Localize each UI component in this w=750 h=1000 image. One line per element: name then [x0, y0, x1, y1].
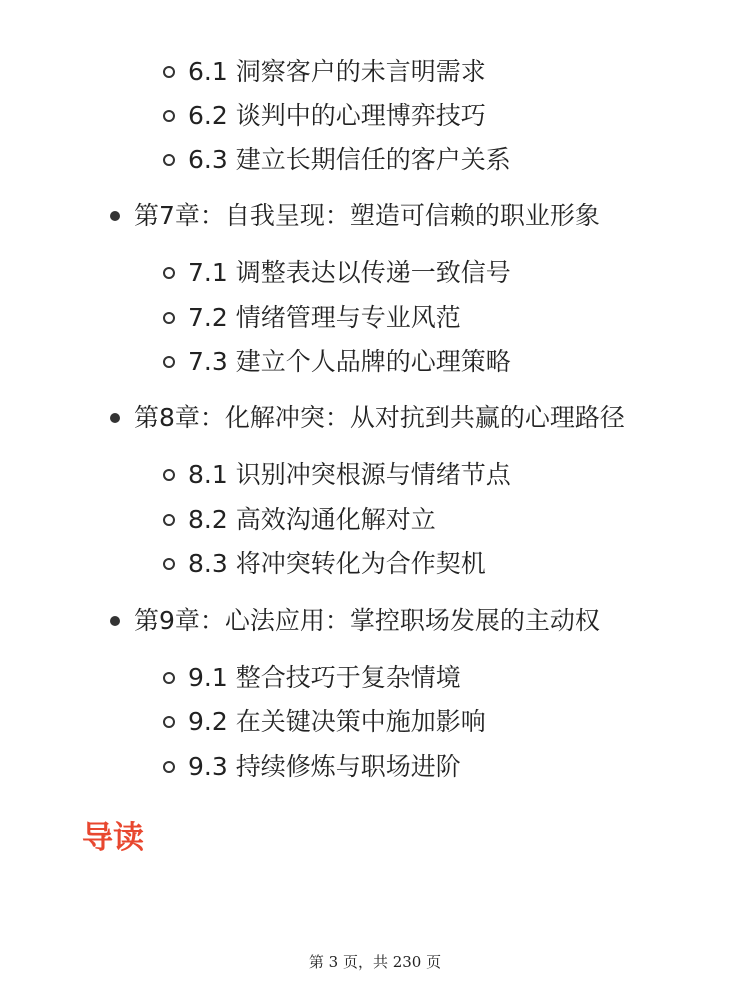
hollow-bullet-icon	[163, 66, 175, 78]
hollow-bullet-icon	[163, 312, 175, 324]
section-heading: 导读	[82, 820, 144, 856]
toc-subitem-label: 6.2 谈判中的心理博弈技巧	[188, 101, 486, 130]
toc-subitem-label: 7.3 建立个人品牌的心理策略	[188, 347, 511, 376]
toc-subitem-label: 7.2 情绪管理与专业风范	[188, 303, 461, 332]
toc-subitem-label: 9.2 在关键决策中施加影响	[188, 707, 486, 736]
hollow-bullet-icon	[163, 716, 175, 728]
toc-chapter-label: 第7章：自我呈现：塑造可信赖的职业形象	[134, 201, 600, 230]
hollow-bullet-icon	[163, 469, 175, 481]
hollow-bullet-icon	[163, 267, 175, 279]
hollow-bullet-icon	[163, 110, 175, 122]
toc-subitem-label: 9.3 持续修炼与职场进阶	[188, 752, 461, 781]
toc-subitem-label: 8.1 识别冲突根源与情绪节点	[188, 460, 511, 489]
toc-subitem-label: 7.1 调整表达以传递一致信号	[188, 258, 511, 287]
filled-bullet-icon	[110, 211, 120, 221]
hollow-bullet-icon	[163, 514, 175, 526]
hollow-bullet-icon	[163, 761, 175, 773]
toc-subitem-label: 6.1 洞察客户的未言明需求	[188, 57, 486, 86]
page-number-footer: 第 3 页，共 230 页	[308, 953, 442, 971]
hollow-bullet-icon	[163, 558, 175, 570]
toc-chapter-label: 第8章：化解冲突：从对抗到共赢的心理路径	[134, 403, 625, 432]
filled-bullet-icon	[110, 616, 120, 626]
hollow-bullet-icon	[163, 356, 175, 368]
toc-subitem-label: 8.3 将冲突转化为合作契机	[188, 549, 486, 578]
toc-subitem-label: 8.2 高效沟通化解对立	[188, 505, 436, 534]
hollow-bullet-icon	[163, 672, 175, 684]
filled-bullet-icon	[110, 413, 120, 423]
toc-subitem-label: 9.1 整合技巧于复杂情境	[188, 663, 461, 692]
hollow-bullet-icon	[163, 154, 175, 166]
toc-subitem-label: 6.3 建立长期信任的客户关系	[188, 145, 511, 174]
toc-chapter-label: 第9章：心法应用：掌控职场发展的主动权	[134, 606, 600, 635]
